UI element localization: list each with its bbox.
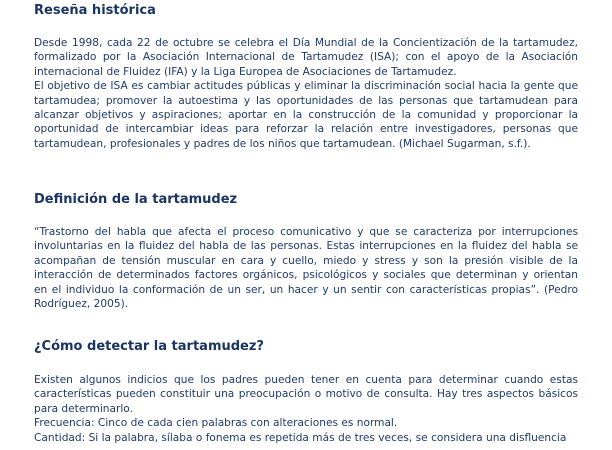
paragraph-line: “Trastorno del habla que afecta el proceso comunicativo y que se caracteriza por interrupciones [34,226,578,238]
paragraph-line: internacional de Fluidez (IFA) y la Liga Europea de Asociaciones de Tartamudez. [34,65,457,78]
section-body-resena [34,36,578,151]
paragraph-line: El objetivo de ISA es cambiar actitudes públicas y eliminar la discriminación social hacia la gente que [34,80,578,93]
paragraph-line: alcanzar objetivos y aspiraciones; aportar en la construcción de la comunidad y proporcionar la [34,108,578,121]
paragraph-line: formalizado por la Asociación Internacional de Tartamudez (ISA); con el apoyo de la Asociación [34,51,578,64]
paragraph-line: oportunidad de intercambiar ideas para reforzar la relación entre investigadores, personas que [34,123,578,136]
paragraph-line: acompañan de tensión muscular en cara y cuello, miedo y stress y son la presión visible de la [34,254,578,267]
section-body-definicion [34,225,578,311]
paragraph-line: Frecuencia: Cinco de cada cien palabras con alteraciones es normal. [34,417,398,430]
paragraph-line: tartamudean, profesionales y padres de los niños que tartamudean. (Michael Sugarman, s.f.). [34,137,531,150]
paragraph-line: para determinarlo. [34,402,133,415]
paragraph-line: interacción de determinados factores orgánicos, psicológicos y sociales que determinan y orientan [34,269,578,282]
section-heading-resena: Reseña histórica [34,3,156,18]
section-heading-detectar: ¿Cómo detectar la tartamudez? [34,339,264,354]
section-heading-definicion: Definición de la tartamudez [34,192,238,207]
paragraph-line: tartamudea; promover la autoestima y las oportunidades de las personas que tartamudean para [34,94,578,107]
paragraph-line: en el individuo la conformación de un ser, un hacer y un sentir con características propias”. (Pedro [34,283,578,296]
section-body-detectar [34,373,578,445]
paragraph-line: Rodríguez, 2005). [34,297,129,310]
paragraph-line: involuntarias en la fluidez del habla de las personas. Estas interrupciones en la fluidez del habla se [34,240,578,253]
paragraph-line: características pueden constituir una preocupación o motivo de consulta. Hay tres aspectos básicos [34,388,578,401]
paragraph-line: Desde 1998, cada 22 de octubre se celebra el Día Mundial de la Concientización de la tartamudez, [34,37,578,49]
paragraph-line: Existen algunos indicios que los padres pueden tener en cuenta para determinar cuando estas [34,374,578,386]
paragraph-line: Cantidad: Si la palabra, sílaba o fonema es repetida más de tres veces, se considera una disfluencia [34,431,567,444]
